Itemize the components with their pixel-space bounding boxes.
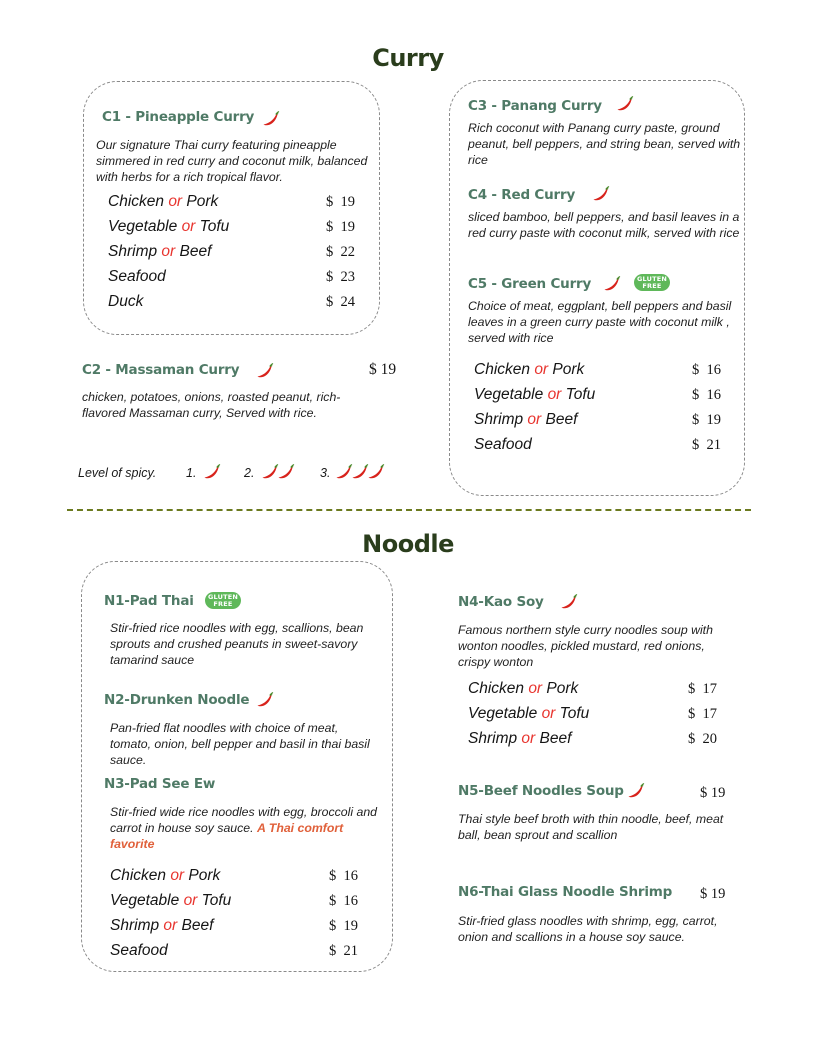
option-alt: Beef	[545, 411, 578, 428]
chili-icon	[603, 276, 621, 292]
option-price: $ 24	[326, 294, 355, 310]
option-price: $ 17	[688, 681, 717, 697]
gluten-free-badge-line2: FREE	[213, 599, 233, 608]
option-alt: Tofu	[201, 892, 232, 909]
option-or: or	[527, 411, 542, 428]
chili-icon	[592, 186, 610, 202]
n2-title: N2-Drunken Noodle	[104, 692, 250, 708]
option-label	[468, 680, 578, 698]
gluten-free-badge-line2: FREE	[642, 281, 662, 290]
chili-icon	[616, 96, 634, 112]
spicy-level-2-label: 2.	[244, 466, 255, 480]
option-main: Chicken	[474, 361, 530, 378]
curry-section-title: Curry	[372, 44, 444, 72]
option-label	[108, 293, 143, 311]
chili-icon	[277, 464, 295, 480]
option-price: $ 17	[688, 706, 717, 722]
n3-description	[110, 804, 388, 852]
option-alt: Pork	[186, 193, 219, 210]
spicy-level-3-label: 3.	[320, 466, 331, 480]
option-main: Vegetable	[110, 892, 180, 909]
chili-icon	[256, 692, 274, 708]
gluten-free-badge-line1: GLUTEN	[636, 274, 668, 283]
option-or: or	[528, 680, 543, 697]
option-price: $ 19	[692, 412, 721, 428]
option-alt: Tofu	[565, 386, 596, 403]
option-main: Chicken	[108, 193, 164, 210]
option-price: $ 16	[692, 362, 721, 378]
option-price: $ 16	[329, 868, 358, 884]
chili-icon	[560, 594, 578, 610]
option-label	[474, 436, 532, 454]
n4-description: Famous northern style curry noodles soup with wonton noodles, pickled mustard, red onions, crispy wonton	[458, 623, 713, 669]
option-label	[108, 193, 218, 211]
option-label	[474, 411, 577, 429]
chili-icon	[256, 363, 274, 379]
chili-icon	[203, 464, 221, 480]
spicy-level-1-label: 1.	[186, 466, 197, 480]
option-label	[468, 730, 571, 748]
c2-title: C2 - Massaman Curry	[82, 362, 240, 378]
option-alt: Beef	[181, 917, 214, 934]
option-label	[474, 361, 584, 379]
c5-title: C5 - Green Curry	[468, 276, 592, 292]
option-alt: Tofu	[559, 705, 590, 722]
spicy-legend-label: Level of spicy.	[78, 466, 157, 480]
c3-title: C3 - Panang Curry	[468, 98, 602, 114]
section-divider	[67, 509, 751, 511]
option-or: or	[521, 730, 536, 747]
option-or: or	[183, 892, 198, 909]
option-price: $ 22	[326, 244, 355, 260]
option-main: Shrimp	[474, 411, 524, 428]
option-or: or	[170, 867, 185, 884]
option-label	[108, 268, 166, 286]
option-main: Vegetable	[468, 705, 538, 722]
option-price: $ 19	[326, 219, 355, 235]
c5-description: Choice of meat, eggplant, bell peppers and basil leaves in a green curry paste with coconut milk , served with rice	[468, 299, 732, 345]
option-label	[474, 386, 595, 404]
n1-description: Stir-fried rice noodles with egg, scallions, bean sprouts and crushed peanuts in sweet-savory tamarind sauce	[110, 621, 364, 667]
option-label	[108, 243, 211, 261]
option-label	[108, 218, 229, 236]
c2-price: $ 19	[369, 361, 397, 378]
option-or: or	[161, 243, 176, 260]
option-main: Shrimp	[110, 917, 160, 934]
c1-description: Our signature Thai curry featuring pineapple simmered in red curry and coconut milk, balanced with herbs for a rich tropical flavor.	[96, 138, 368, 184]
n6-description: Stir-fried glass noodles with shrimp, egg, carrot, onion and scallions in a house soy sauce.	[458, 914, 718, 944]
option-main: Seafood	[110, 942, 168, 959]
option-main: Duck	[108, 293, 144, 310]
c3-description: Rich coconut with Panang curry paste, ground peanut, bell peppers, and string bean, served with rice	[468, 121, 741, 167]
option-price: $ 21	[329, 943, 358, 959]
option-main: Seafood	[474, 436, 532, 453]
option-alt: Beef	[539, 730, 572, 747]
n3-highlight: A Thai comfort favorite	[110, 821, 344, 851]
option-main: Vegetable	[108, 218, 178, 235]
n3-title: N3-Pad See Ew	[104, 776, 216, 792]
option-main: Seafood	[108, 268, 166, 285]
option-or: or	[168, 193, 183, 210]
noodle-section-title: Noodle	[362, 530, 454, 558]
option-label	[110, 917, 213, 935]
n4-title: N4-Kao Soy	[458, 594, 544, 610]
chili-icon	[262, 111, 280, 127]
option-label	[110, 942, 168, 960]
option-or: or	[163, 917, 178, 934]
option-alt: Tofu	[199, 218, 230, 235]
gluten-free-badge-icon	[205, 592, 241, 609]
option-alt: Pork	[552, 361, 585, 378]
option-label	[110, 867, 220, 885]
option-main: Vegetable	[474, 386, 544, 403]
n5-title: N5-Beef Noodles Soup	[458, 783, 624, 799]
option-main: Shrimp	[468, 730, 518, 747]
option-alt: Pork	[546, 680, 579, 697]
gluten-free-badge-icon	[634, 274, 670, 291]
option-price: $ 19	[329, 918, 358, 934]
option-or: or	[181, 218, 196, 235]
gluten-free-badge-line1: GLUTEN	[207, 592, 239, 601]
option-alt: Pork	[188, 867, 221, 884]
option-price: $ 20	[688, 731, 717, 747]
option-price: $ 16	[329, 893, 358, 909]
option-main: Chicken	[110, 867, 166, 884]
c2-description: chicken, potatoes, onions, roasted peanut, rich-flavored Massaman curry, Served with rice.	[82, 390, 341, 420]
c4-description: sliced bamboo, bell peppers, and basil leaves in a red curry paste with coconut milk, served with rice	[468, 210, 740, 240]
option-alt: Beef	[179, 243, 212, 260]
chili-icon	[367, 464, 385, 480]
option-label	[468, 705, 589, 723]
option-or: or	[534, 361, 549, 378]
option-main: Shrimp	[108, 243, 158, 260]
n6-title: N6-Thai Glass Noodle Shrimp	[458, 884, 673, 900]
c1-title: C1 - Pineapple Curry	[102, 109, 255, 125]
n3-description-text: Stir-fried wide rice noodles with egg, broccoli and carrot in house soy sauce.	[110, 805, 378, 835]
option-main: Chicken	[468, 680, 524, 697]
option-price: $ 21	[692, 437, 721, 453]
c4-title: C4 - Red Curry	[468, 187, 576, 203]
n2-description: Pan-fried flat noodles with choice of meat, tomato, onion, bell pepper and basil in thai basil sauce.	[110, 721, 370, 767]
n5-price: $ 19	[700, 785, 726, 801]
option-label	[110, 892, 231, 910]
option-or: or	[541, 705, 556, 722]
n5-description: Thai style beef broth with thin noodle, beef, meat ball, bean sprout and scallion	[458, 812, 724, 842]
option-price: $ 19	[326, 194, 355, 210]
n6-price: $ 19	[700, 886, 726, 902]
chili-icon	[627, 783, 645, 799]
n1-title: N1-Pad Thai	[104, 593, 194, 609]
option-or: or	[547, 386, 562, 403]
option-price: $ 16	[692, 387, 721, 403]
option-price: $ 23	[326, 269, 355, 285]
